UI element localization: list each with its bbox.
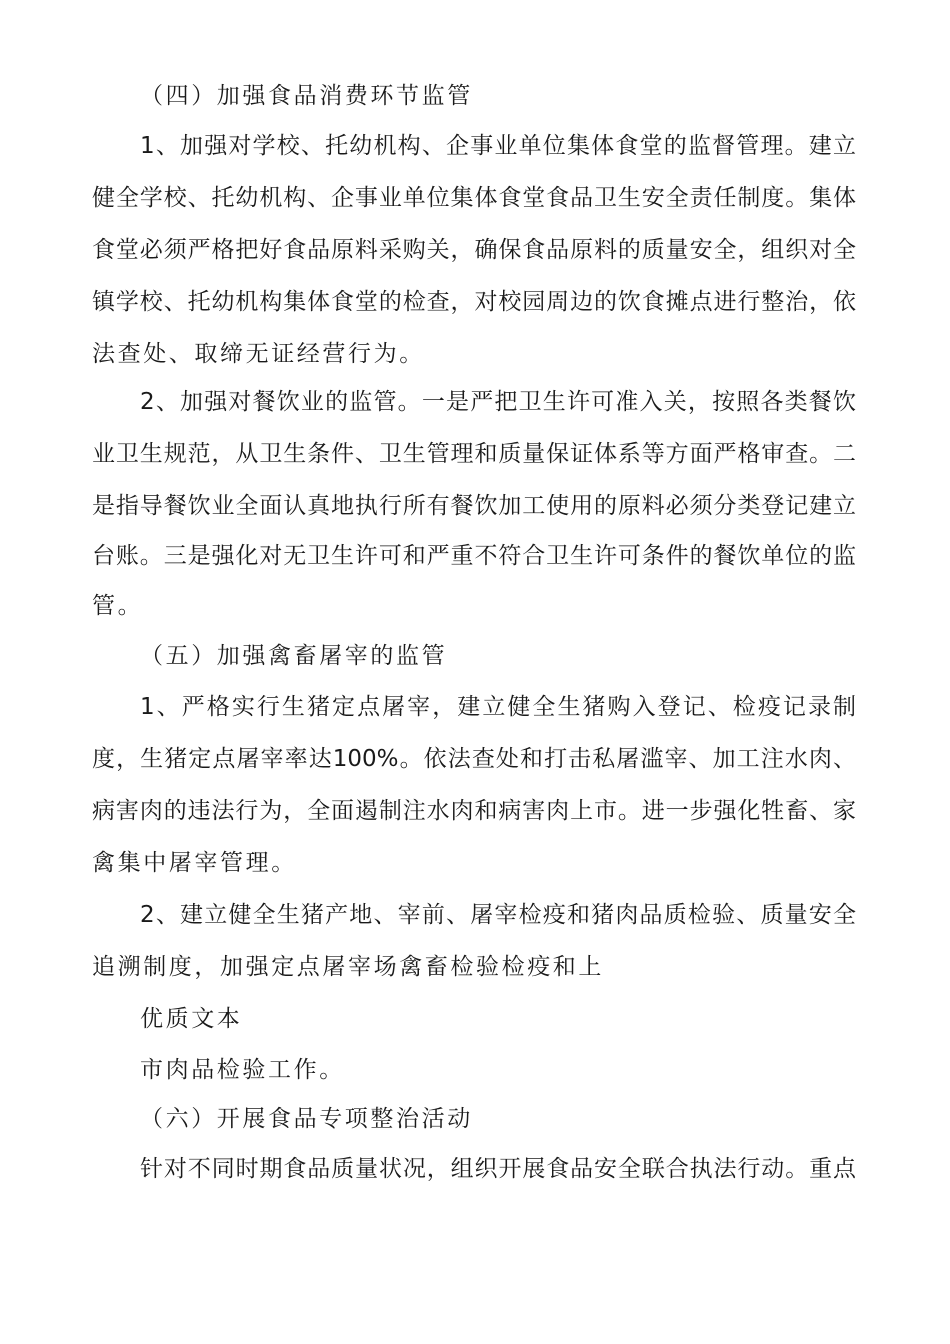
paragraph-line: 食堂必须严格把好食品原料采购关，确保食品原料的质量安全，组织对全 (92, 237, 856, 263)
paragraph-line: 是指导餐饮业全面认真地执行所有餐饮加工使用的原料必须分类登记建立 (92, 493, 856, 519)
paragraph-line: 2、建立健全生猪产地、宰前、屠宰检疫和猪肉品质检验、质量安全 (140, 902, 856, 928)
paragraph-line: 法查处、取缔无证经营行为。 (92, 341, 425, 367)
paragraph-line: 业卫生规范，从卫生条件、卫生管理和质量保证体系等方面严格审查。二 (92, 441, 856, 467)
paragraph-line: 禽集中屠宰管理。 (92, 850, 297, 876)
paragraph-line: 管。 (92, 593, 144, 619)
section-heading-5: （五）加强禽畜屠宰的监管 (140, 643, 448, 669)
paragraph-line: 2、加强对餐饮业的监管。一是严把卫生许可准入关，按照各类餐饮 (140, 389, 856, 415)
section-heading-6: （六）开展食品专项整治活动 (140, 1106, 473, 1132)
paragraph-line: 针对不同时期食品质量状况，组织开展食品安全联合执法行动。重点 (140, 1156, 856, 1182)
paragraph-line: 健全学校、托幼机构、企事业单位集体食堂食品卫生安全责任制度。集体 (92, 185, 856, 211)
paragraph-line: 追溯制度，加强定点屠宰场禽畜检验检疫和上 (92, 954, 604, 980)
paragraph-line: 病害肉的违法行为，全面遏制注水肉和病害肉上市。进一步强化牲畜、家 (92, 798, 856, 824)
paragraph-line: 市肉品检验工作。 (140, 1057, 345, 1083)
paragraph-line: 度，生猪定点屠宰率达100%。依法查处和打击私屠滥宰、加工注水肉、 (92, 746, 856, 772)
section-heading-4: （四）加强食品消费环节监管 (140, 83, 473, 109)
watermark-text: 优质文本 (140, 1006, 243, 1032)
paragraph-line: 1、严格实行生猪定点屠宰，建立健全生猪购入登记、检疫记录制 (140, 694, 856, 720)
paragraph-line: 镇学校、托幼机构集体食堂的检查，对校园周边的饮食摊点进行整治，依 (92, 289, 856, 315)
paragraph-line: 台账。三是强化对无卫生许可和严重不符合卫生许可条件的餐饮单位的监 (92, 543, 856, 569)
paragraph-line: 1、加强对学校、托幼机构、企事业单位集体食堂的监督管理。建立 (140, 133, 856, 159)
